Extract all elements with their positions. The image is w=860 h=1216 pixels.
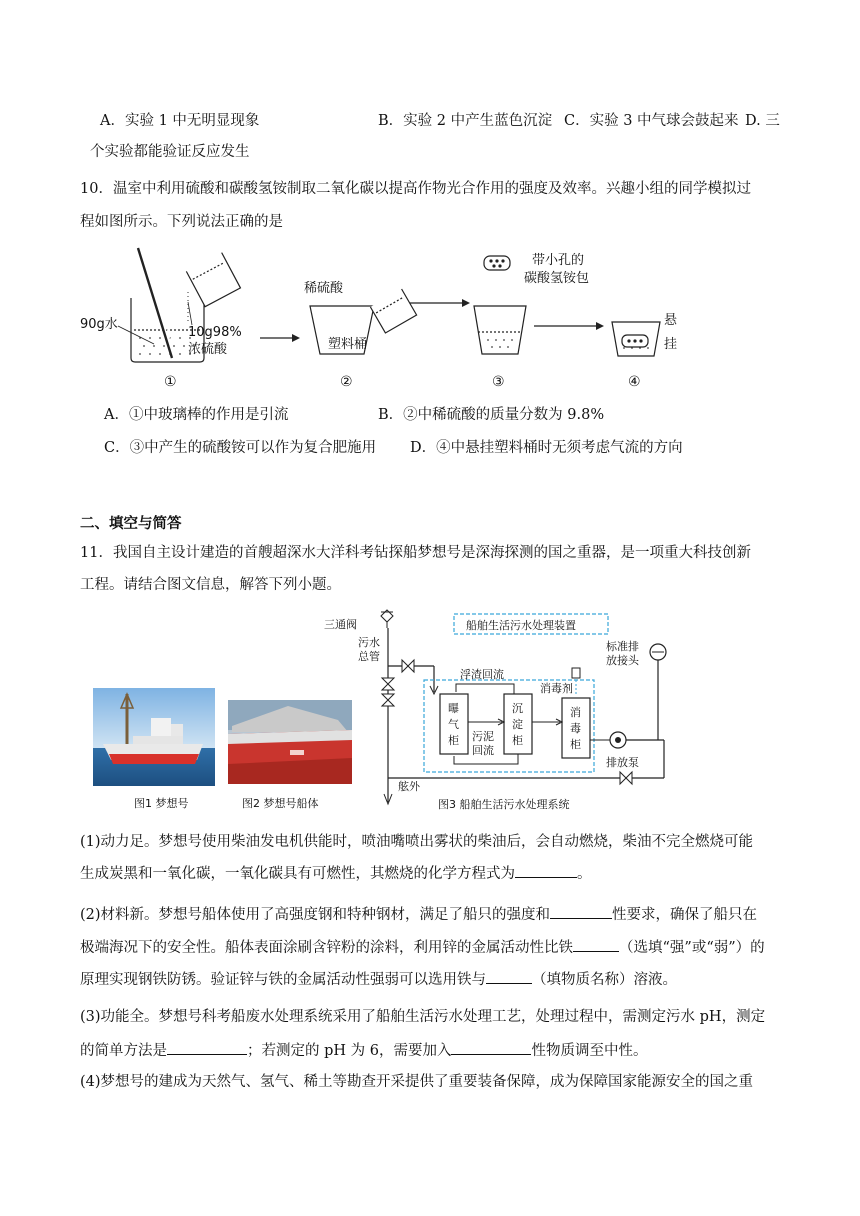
sewage-system-diagram [318,604,700,812]
label-disinfectant: 消毒剂 [540,682,573,695]
label-bag-1: 带小孔的 [532,253,585,268]
answer-blank[interactable] [451,1040,531,1055]
disinfectant-bottle-icon [572,668,580,678]
bag-icon [622,335,648,347]
q9-option-b: B．实验 2 中产生蓝色沉淀 [378,113,553,129]
q11-p2-line2: 极端海况下的安全性。船体表面涂刷含锌粉的涂料，利用锌的金属活动性比铁 （选填“强”或“弱”）的 [80,937,765,958]
answer-blank[interactable] [515,863,577,878]
answer-blank[interactable] [167,1040,247,1055]
fig2-caption: 图2 梦想号船体 [242,797,319,810]
label-valve: 三通阀 [324,618,357,631]
svg-text:消: 消 [570,706,581,719]
q11-stem-line1: 11．我国自主设计建造的首艘超深水大洋科考钻探船梦想号是深海探测的国之重器，是一项重大科技创新 [80,545,751,561]
label-hang-1: 悬 [664,313,678,328]
label-acid-mass: 10g98% [188,325,242,340]
glass-rod [138,248,172,358]
system-box-label: 船舶生活污水处理装置 [466,619,576,632]
section-title: 二、填空与简答 [80,516,182,532]
q9-option-a: A．实验 1 中无明显现象 [100,113,260,129]
label-acid-name: 浓硫酸 [188,342,228,357]
step-3: ③ [492,374,505,390]
q11-p1-line2: 生成炭黑和一氧化碳，一氧化碳具有可燃性，其燃烧的化学方程式为 。 [80,863,592,884]
svg-text:气: 气 [448,718,459,731]
svg-text:毒: 毒 [570,722,581,735]
step-1: ① [164,374,177,390]
label-pump: 排放泵 [606,756,639,769]
q9-option-d-cont: 个实验都能验证反应发生 [90,144,250,160]
svg-text:柜: 柜 [570,738,581,751]
q11-p1-line1: (1)动力足。梦想号使用柴油发电机供能时，喷油嘴喷出雾状的柴油后，会自动燃烧，柴油不完全燃烧可能 [80,834,754,850]
label-bucket: 塑料桶 [328,337,368,352]
label-main-pipe-1: 污水 [358,636,380,649]
label-sludge-1: 污泥 [472,730,494,743]
fig3-caption: 图3 船舶生活污水处理系统 [438,798,570,811]
svg-text:曝: 曝 [448,702,459,715]
q10-stem-line1: 10．温室中利用硫酸和碳酸氢铵制取二氧化碳以提高作物光合作用的强度及效率。兴趣小组的同学模拟过 [80,181,751,197]
fig1-caption: 图1 梦想号 [134,797,189,810]
step-4: ④ [628,374,641,390]
valve-icon [620,772,632,784]
q10-option-b: B．②中稀硫酸的质量分数为 9.8% [378,407,605,423]
q10-option-d: D．④中悬挂塑料桶时无须考虑气流的方向 [410,440,683,456]
q11-p3-line1: (3)功能全。梦想号科考船废水处理系统采用了船舶生活污水处理工艺，处理过程中，需测定污水 pH，测定 [80,1009,766,1025]
label-standard-2: 放接头 [606,654,639,667]
q9-option-d: D. 三 [745,113,780,129]
step-2: ② [340,374,353,390]
ship-photo [93,688,215,786]
q11-p3-line2: 的简单方法是 ；若测定的 pH 为 6，需要加入 性物质调至中性。 [80,1040,647,1061]
label-water: 90g水 [80,317,118,332]
q11-p2-line1: (2)材料新。梦想号船体使用了高强度钢和特种钢材，满足了船只的强度和 性要求，确保了船只在 [80,904,757,925]
label-sludge-2: 回流 [472,744,494,757]
arrow-icon [292,334,300,342]
label-bag-2: 碳酸氢铵包 [524,271,590,286]
label-overboard: 舷外 [398,780,420,793]
q10-stem-line2: 程如图所示。下列说法正确的是 [80,214,283,230]
pouring-beaker-2 [370,289,416,333]
valve-icon [402,660,414,672]
pouring-beaker [186,253,240,307]
label-scum-return: 浮渣回流 [460,668,504,681]
svg-text:柜: 柜 [512,734,523,747]
label-standard-1: 标准排 [606,640,639,653]
svg-text:淀: 淀 [512,718,523,731]
q10-option-c: C．③中产生的硫酸铵可以作为复合肥施用 [104,440,377,456]
label-hang-2: 挂 [664,337,678,352]
q9-option-c: C．实验 3 中气球会鼓起来 [564,113,739,129]
arrow-icon [462,299,470,307]
label-dilute: 稀硫酸 [304,281,344,296]
q10-figure [76,240,686,400]
three-way-valve-icon [381,610,393,628]
q11-p4-line1: (4)梦想号的建成为天然气、氢气、稀土等勘查开采提供了重要装备保障，成为保障国家能源安全的国之重 [80,1074,754,1090]
q10-option-a: A．①中玻璃棒的作用是引流 [104,407,289,423]
svg-text:柜: 柜 [448,734,459,747]
bag-icon [484,256,510,270]
answer-blank[interactable] [486,969,532,984]
arrow-icon [596,322,604,330]
q11-stem-line2: 工程。请结合图文信息，解答下列小题。 [80,577,341,593]
svg-text:沉: 沉 [512,702,523,715]
q11-p2-line3: 原理实现钢铁防锈。验证锌与铁的金属活动性强弱可以选用铁与 （填物质名称）溶液。 [80,969,677,990]
label-main-pipe-2: 总管 [358,650,380,663]
answer-blank[interactable] [573,937,619,952]
answer-blank[interactable] [550,904,612,919]
